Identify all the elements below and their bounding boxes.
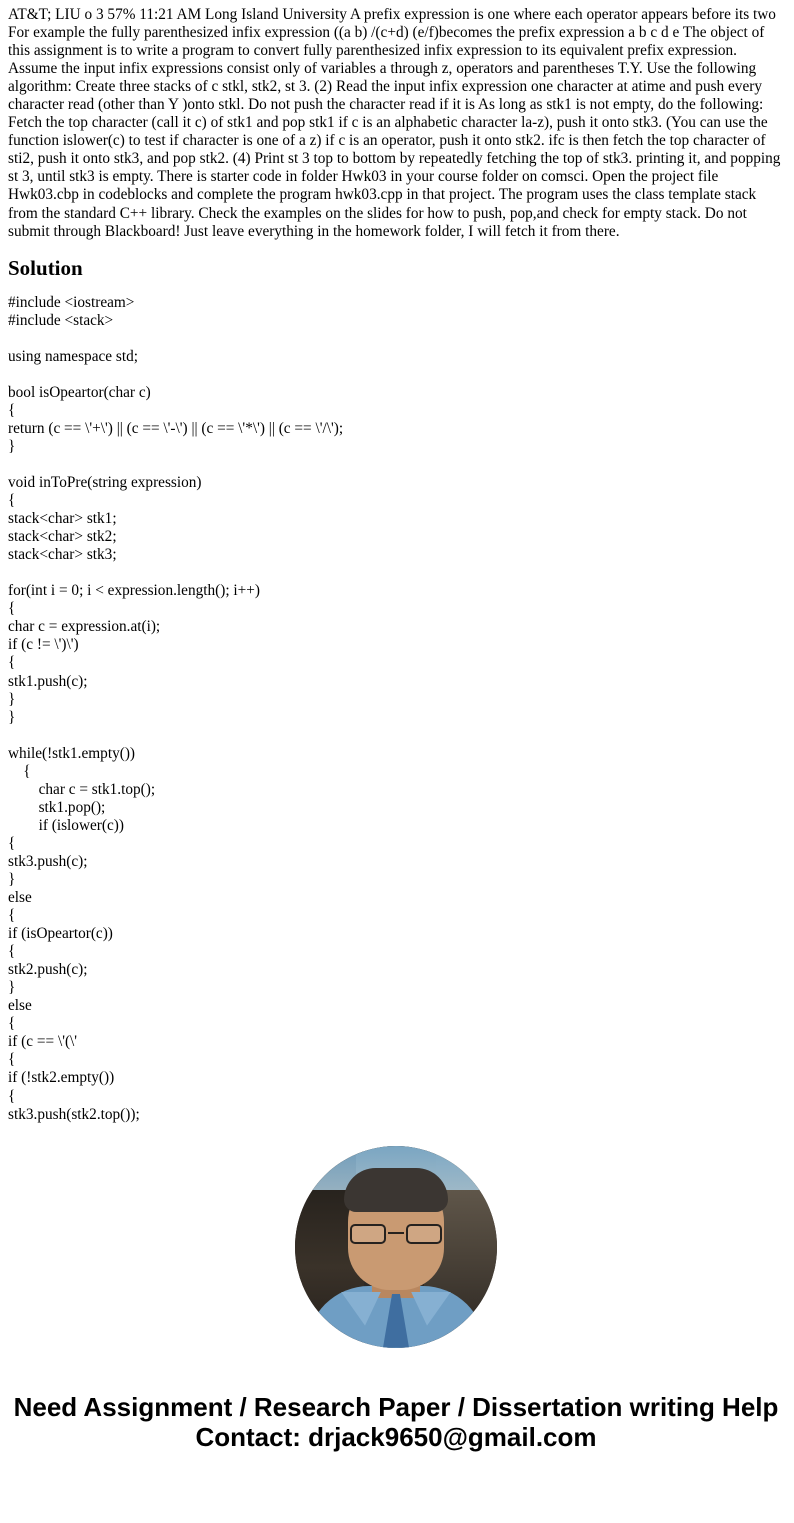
code-line: stk2.push(c); <box>8 961 88 979</box>
code-line: } <box>8 979 16 997</box>
code-line: } <box>8 437 16 455</box>
promo-banner <box>8 1392 784 1479</box>
code-line: { <box>8 654 16 672</box>
code-line: stack<char> stk1; <box>8 510 117 528</box>
code-line: { <box>8 762 31 780</box>
code-line: if (c != \')\') <box>8 636 79 654</box>
hair <box>344 1168 448 1212</box>
code-line: { <box>8 492 16 510</box>
code-line: if (c == \'(\' <box>8 1033 78 1051</box>
glasses-lens-right <box>406 1224 442 1244</box>
code-line: return (c == \'+\') || (c == \'-\') || (c == \'*\') || (c == \'/\'); <box>8 419 344 437</box>
glasses-icon <box>348 1224 444 1244</box>
code-line <box>8 727 784 745</box>
code-line: stack<char> stk2; <box>8 528 117 546</box>
profile-photo-container <box>8 1146 784 1348</box>
code-line <box>8 366 784 384</box>
code-line: { <box>8 600 16 618</box>
code-line: else <box>8 889 32 907</box>
code-line: stack<char> stk3; <box>8 546 117 564</box>
code-line <box>8 330 784 348</box>
code-line: while(!stk1.empty()) <box>8 744 136 762</box>
assignment-description: AT&T; LIU o 3 57% 11:21 AM Long Island University A prefix expression is one where each operator appears before its two For example the fully parenthesized infix expression ((a b) /(c+d) (e/f)becomes the prefix expression a b c d e The object of this assignment is to write a program to convert fully parenthesized infix expression to its equivalent prefix expression. Assume the input infix expressions consist only of variables a through z, operators and parentheses T.Y. Use the following algorithm: Create three stacks of c stkl, stk2, st 3. (2) Read the input infix expression one character at atime and push every character read (other than Y )onto stkl. Do not push the character read if it is As long as stk1 is not empty, do the following: Fetch the top character (call it c) of stk1 and pop stk1 if c is an alphabetic character la-z), push it onto stk3. (You can use the function islower(c) to test if character is one of a z) if c is an operator, push it onto stk2. ifc is then fetch the top character of sti2, push it onto stk3, and pop stk2. (4) Print st 3 top to bottom by repeatedly fetching the top of stk3. printing it, and popping st 3, until stk3 is empty. There is starter code in folder Hwk03 in your course folder on comsci. Open the project file Hwk03.cbp in codeblocks and complete the program hwk03.cpp in that project. The program uses the class template stack from the standard C++ library. Check the examples on the slides for how to push, pop,and check for empty stack. Do not submit through Blackboard! Just leave everything in the homework folder, I will fetch it from there. <box>8 6 781 240</box>
code-line: } <box>8 870 16 888</box>
code-line: { <box>8 834 16 852</box>
promo-line-2: Contact: drjack9650@gmail.com <box>195 1422 597 1453</box>
code-line: for(int i = 0; i < expression.length(); i++) <box>8 582 261 600</box>
code-line: using namespace std; <box>8 347 138 365</box>
code-line: char c = expression.at(i); <box>8 618 161 636</box>
code-line: stk1.push(c); <box>8 672 88 690</box>
code-line: if (isOpeartor(c)) <box>8 925 113 943</box>
code-line: { <box>8 1087 16 1105</box>
solution-heading: Solution <box>8 255 83 280</box>
code-line: #include <iostream> <box>8 293 135 311</box>
code-line: { <box>8 943 16 961</box>
code-line <box>8 456 784 474</box>
code-line: { <box>8 907 16 925</box>
code-line: { <box>8 401 16 419</box>
code-line: #include <stack> <box>8 311 114 329</box>
code-line: } <box>8 708 16 726</box>
avatar <box>295 1146 497 1348</box>
code-line: if (islower(c)) <box>8 816 124 834</box>
glasses-bridge <box>388 1232 404 1234</box>
code-line: } <box>8 690 16 708</box>
glasses-lens-left <box>350 1224 386 1244</box>
code-line: stk3.push(stk2.top()); <box>8 1105 140 1123</box>
code-line: if (!stk2.empty()) <box>8 1069 115 1087</box>
code-line: stk1.pop(); <box>8 798 106 816</box>
code-line: char c = stk1.top(); <box>8 780 156 798</box>
code-line: { <box>8 1015 16 1033</box>
code-line: else <box>8 997 32 1015</box>
code-line: stk3.push(c); <box>8 852 88 870</box>
code-line: bool isOpeartor(char c) <box>8 383 151 401</box>
code-line <box>8 564 784 582</box>
promo-line-1: Need Assignment / Research Paper / Dissertation writing Help <box>13 1391 779 1422</box>
code-line: { <box>8 1051 16 1069</box>
code-line: void inToPre(string expression) <box>8 474 202 492</box>
source-code-block <box>8 294 784 1124</box>
